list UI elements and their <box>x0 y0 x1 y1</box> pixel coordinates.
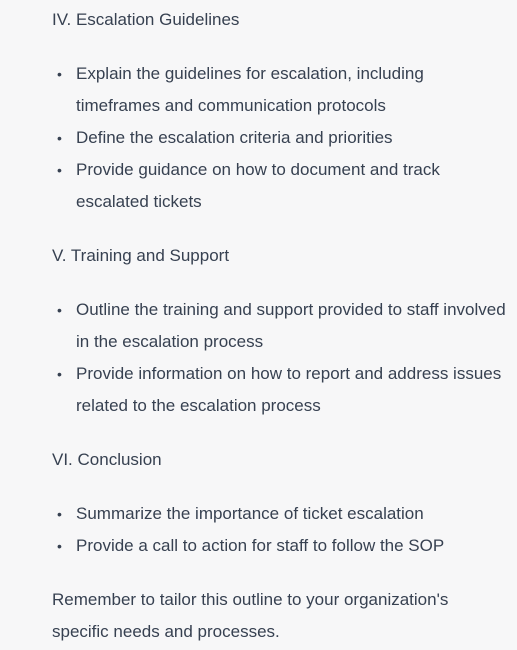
list-item <box>52 530 507 562</box>
list-item-text: Outline the training and support provided to staff involved in the escalation process <box>76 300 506 351</box>
list-item-text: Define the escalation criteria and priorities <box>76 128 393 147</box>
list-item-text: Provide a call to action for staff to follow the SOP <box>76 536 445 555</box>
section-heading-conclusion: VI. Conclusion <box>52 450 162 469</box>
list-item-text: Provide information on how to report and address issues related to the escalation process <box>76 364 502 415</box>
bullet-icon: • <box>57 538 62 554</box>
list-item-text: Summarize the importance of ticket escalation <box>76 504 424 523</box>
closing-paragraph: Remember to tailor this outline to your organization's specific needs and processes. <box>52 590 449 641</box>
list-item-text: Provide guidance on how to document and track escalated tickets <box>76 160 440 211</box>
bullet-icon: • <box>57 302 62 318</box>
bullet-icon: • <box>57 366 62 382</box>
list-item <box>52 498 507 530</box>
list-item <box>52 294 507 358</box>
section-heading-escalation-guidelines: IV. Escalation Guidelines <box>52 10 240 29</box>
list-item <box>52 154 507 218</box>
bullet-list-escalation-guidelines <box>52 58 507 218</box>
list-item <box>52 122 507 154</box>
bullet-icon: • <box>57 66 62 82</box>
list-item <box>52 358 507 422</box>
bullet-list-training-support <box>52 294 507 422</box>
bullet-list-conclusion <box>52 498 507 562</box>
list-item-text: Explain the guidelines for escalation, including timeframes and communication protocols <box>76 64 424 115</box>
list-item <box>52 58 507 122</box>
bullet-icon: • <box>57 506 62 522</box>
section-heading-training-support: V. Training and Support <box>52 246 230 265</box>
bullet-icon: • <box>57 130 62 146</box>
bullet-icon: • <box>57 162 62 178</box>
